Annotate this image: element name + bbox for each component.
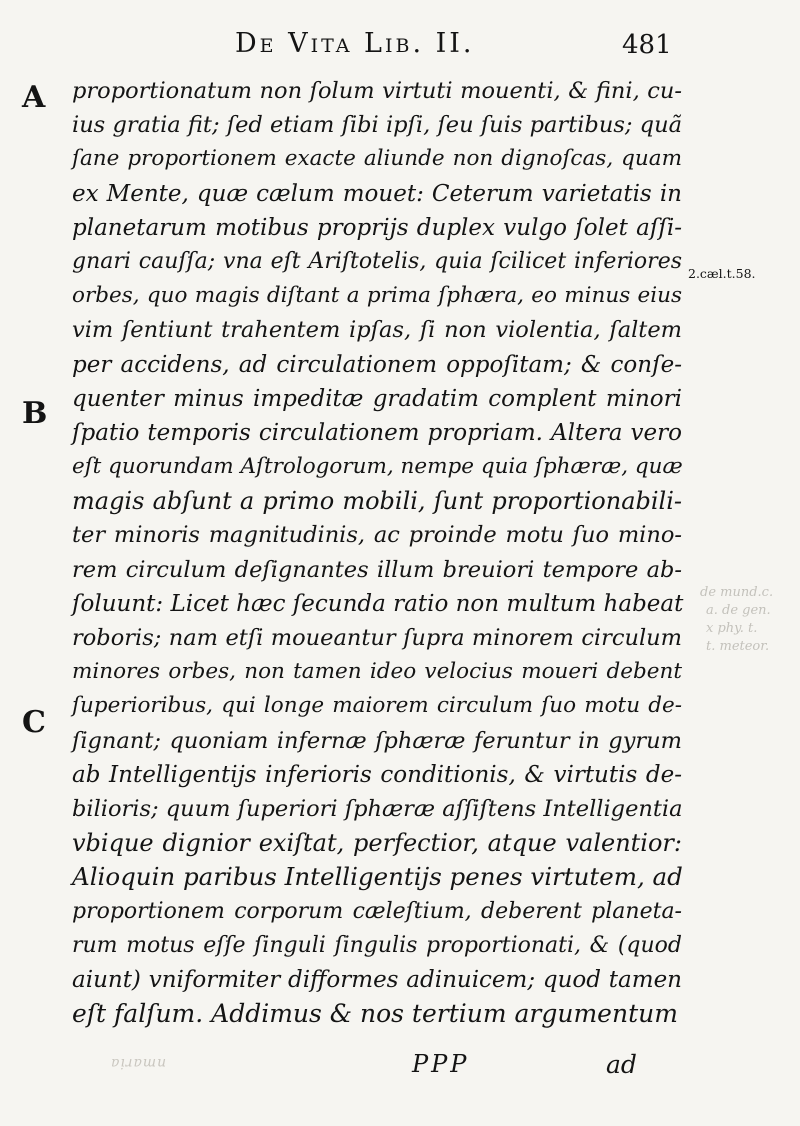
text-line: magis abſunt a primo mobili, ſunt proportionabili- — [72, 487, 682, 516]
text-line: quenter minus impeditæ gradatim complent minori — [72, 385, 682, 412]
text-line: planetarum motibus proprijs duplex vulgo ſolet aſſi- — [72, 214, 682, 241]
section-letter-c: C — [22, 705, 46, 740]
text-line: rem circulum deſignantes illum breuiori tempore ab- — [72, 556, 682, 583]
text-line: orbes, quo magis diſtant a prima ſphæra, eo minus eius — [72, 283, 682, 309]
page-number: 481 — [622, 30, 672, 60]
text-line: bilioris; quum ſuperiori ſphæræ aſſiſtens Intelligentia — [72, 795, 683, 822]
text-line: ex Mente, quæ cælum mouet: Ceterum varietatis in — [72, 180, 682, 207]
section-letter-a: A — [22, 80, 46, 115]
margin-note: 2.cæl.t.58. — [688, 266, 756, 281]
text-line: gnari cauſſa; vna eſt Ariſtotelis, quia ſcilicet inferiores — [72, 248, 682, 274]
text-line: ſuperioribus, qui longe maiorem circulum ſuo motu de- — [72, 693, 682, 719]
text-line: aiunt) vniformiter difformes adinuicem; quod tamen — [72, 966, 682, 993]
text-line: vbique dignior exiſtat, perfectior, atque valentior: — [72, 829, 682, 858]
text-line: proportionatum non ſolum virtuti mouenti, & fini, cu- — [72, 78, 682, 104]
text-line: ſane proportionem exacte aliunde non dignoſcas, quam — [72, 146, 682, 172]
section-letter-b: B — [22, 396, 48, 431]
text-line: eſt falſum. Addimus & nos tertium argumentum — [72, 999, 678, 1029]
text-line: ſoluunt: Licet hæc ſecunda ratio non multum habeat — [72, 590, 684, 617]
library-stamp: nmaria — [110, 1055, 167, 1071]
text-line: eſt quorundam Aſtrologorum, nempe quia ſphæræ, quæ — [72, 454, 683, 480]
body-text — [72, 74, 682, 1031]
text-line: minores orbes, non tamen ideo velocius moueri debent — [72, 659, 682, 685]
text-line: ius gratia fit; ſed etiam ſibi ipſi, ſeu ſuis partibus; quã — [72, 112, 682, 139]
running-title: De Vita Lib. II. — [235, 28, 475, 59]
show-through-text: x phy. t. — [706, 621, 758, 636]
text-line: ab Intelligentijs inferioris conditionis, & virtutis de- — [72, 761, 682, 788]
show-through-text: t. meteor. — [706, 639, 770, 654]
text-line: ſignant; quoniam infernæ ſphæræ feruntur in gyrum — [72, 727, 682, 754]
text-line: roboris; nam etſi moueantur ſupra minorem circulum — [72, 625, 682, 651]
show-through-text: a. de gen. — [706, 603, 771, 618]
signature-mark: PPP — [412, 1050, 470, 1078]
text-line: proportionem corporum cæleſtium, deberent planeta- — [72, 898, 682, 924]
catchword: ad — [606, 1050, 637, 1079]
text-line: Alioquin paribus Intelligentijs penes virtutem, ad — [72, 862, 683, 892]
text-line: rum motus eſſe ſinguli ſingulis proportionati, & (quod — [72, 932, 682, 958]
text-line: ſpatio temporis circulationem propriam. Altera vero — [72, 419, 682, 446]
text-line: per accidens, ad circulationem oppoſitam; & conſe- — [72, 351, 682, 378]
text-line: vim ſentiunt trahentem ipſas, ſi non violentia, ſaltem — [72, 317, 682, 344]
text-line: ter minoris magnitudinis, ac proinde motu ſuo mino- — [72, 522, 682, 549]
show-through-text: de mund.c. — [700, 585, 774, 600]
